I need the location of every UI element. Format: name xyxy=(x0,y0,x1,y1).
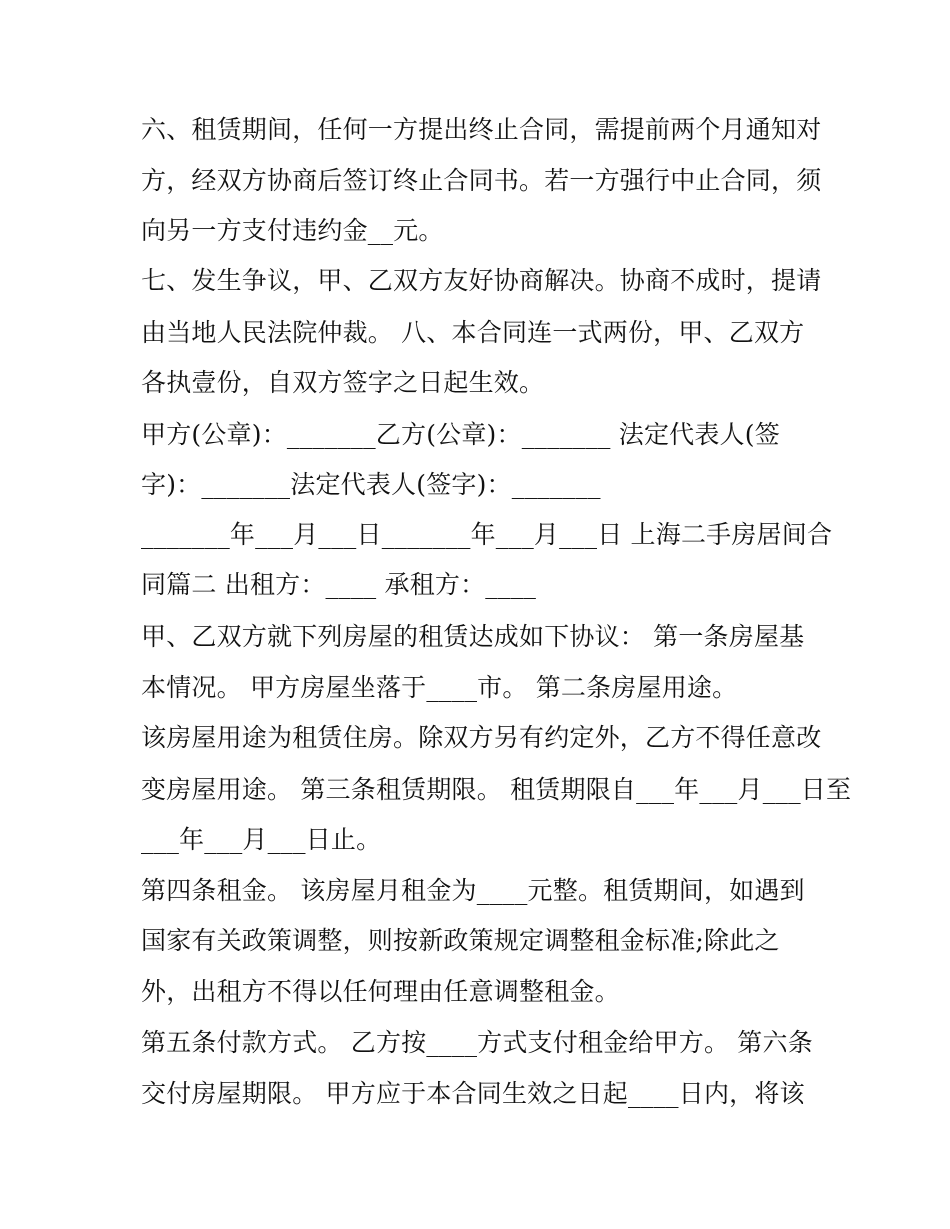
text-line: 各执壹份，自双方签字之日起生效。 xyxy=(141,368,545,397)
text-line: 方，经双方协商后签订终止合同书。若一方强行中止合同，须 xyxy=(141,166,822,195)
text-line: 甲、乙双方就下列房屋的租赁达成如下协议： 第一条房屋基 xyxy=(141,622,805,651)
date-line: _______年___月___日_______年___月___日 上海二手房居间合 xyxy=(141,520,833,549)
text-line: 交付房屋期限。 甲方应于本合同生效之日起____日内，将该 xyxy=(141,1079,805,1108)
text-line: 同篇二 出租方：____ 承租方：____ xyxy=(141,570,537,599)
signature-line: 甲方(公章)：_______乙方(公章)：_______ 法定代表人(签 xyxy=(141,420,780,449)
text-line: 第五条付款方式。 乙方按____方式支付租金给甲方。 第六条 xyxy=(141,1028,813,1057)
text-line: 六、租赁期间，任何一方提出终止合同，需提前两个月通知对 xyxy=(141,115,822,144)
text-line: 外，出租方不得以任何理由任意调整租金。 xyxy=(141,977,620,1006)
text-line: 七、发生争议，甲、乙双方友好协商解决。协商不成时，提请 xyxy=(141,266,822,295)
text-line: 由当地人民法院仲裁。 八、本合同连一式两份，甲、乙双方 xyxy=(141,318,805,347)
text-line: ___年___月___日止。 xyxy=(141,825,382,854)
text-line: 国家有关政策调整，则按新政策规定调整租金标准;除此之 xyxy=(141,926,780,955)
text-line: 变房屋用途。 第三条租赁期限。 租赁期限自___年___月___日至 xyxy=(141,775,852,804)
signature-line: 字)：_______法定代表人(签字)：_______ xyxy=(141,470,601,499)
text-line: 本情况。 甲方房屋坐落于____市。 第二条房屋用途。 xyxy=(141,673,738,702)
text-line: 第四条租金。 该房屋月租金为____元整。租赁期间，如遇到 xyxy=(141,876,805,905)
text-line: 该房屋用途为租赁住房。除双方另有约定外，乙方不得任意改 xyxy=(141,723,822,752)
text-line: 向另一方支付违约金__元。 xyxy=(141,216,444,245)
